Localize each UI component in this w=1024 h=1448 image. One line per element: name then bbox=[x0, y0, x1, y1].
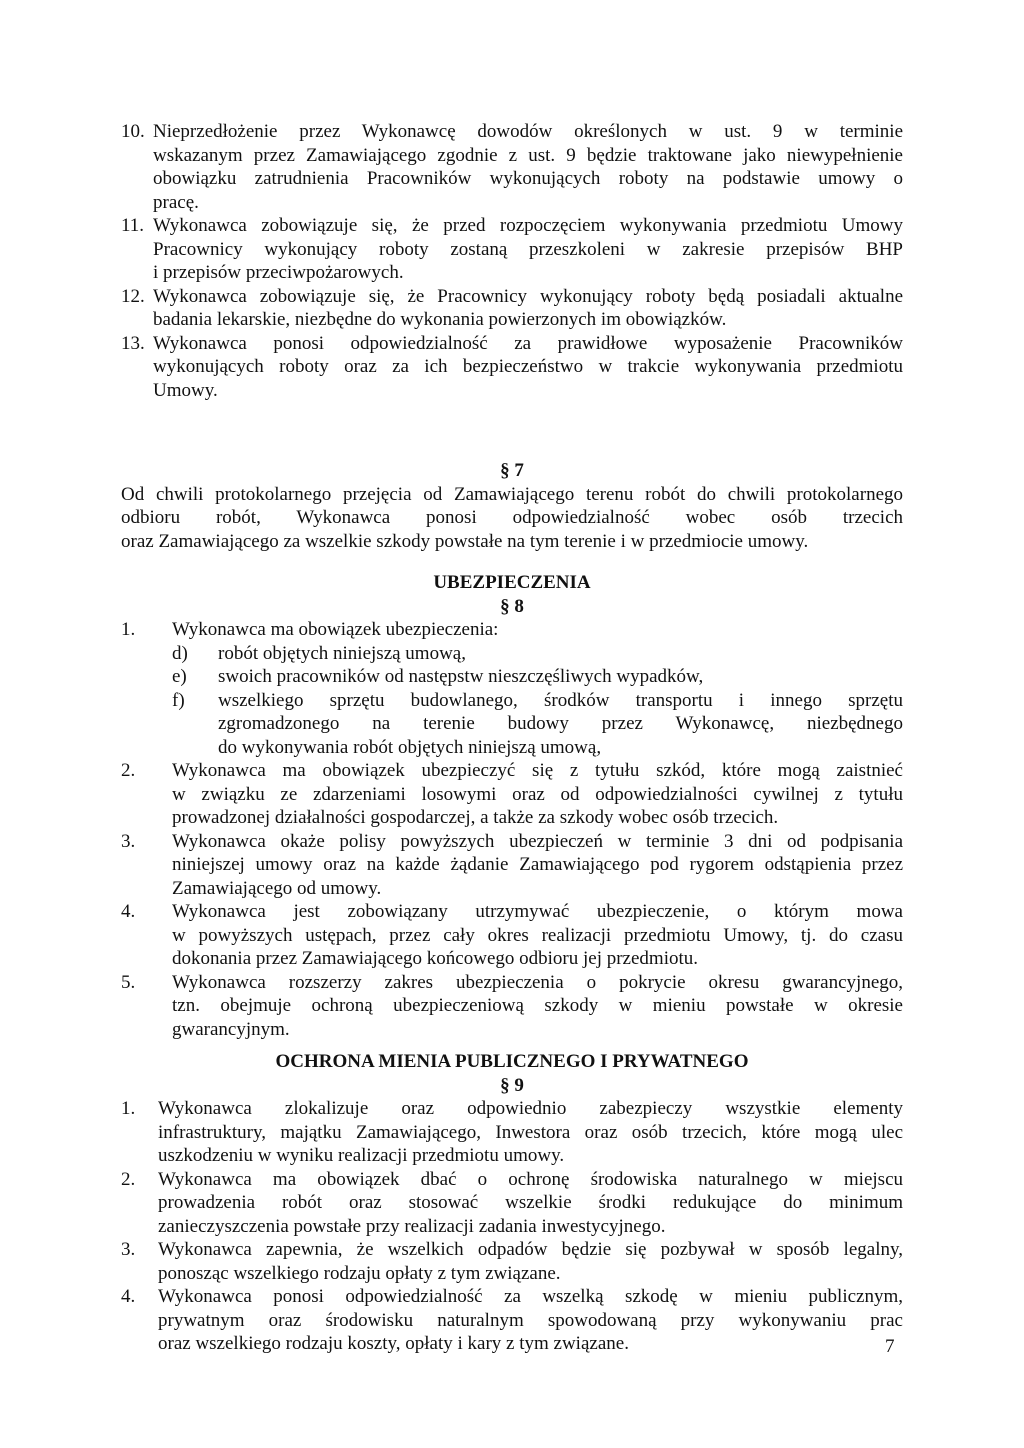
item-number: 2. bbox=[121, 760, 136, 781]
text-line: Wykonawca rozszerzy zakres ubezpieczenia o pokrycie okresu gwarancyjnego, bbox=[172, 971, 903, 993]
text-line: prywatnym oraz środowisku naturalnym spowodowaną przy wykonywaniu prac bbox=[158, 1309, 903, 1331]
text-line: do wykonywania robót objętych niniejszą umową, bbox=[218, 736, 602, 758]
text-line: ponosząc wszelkiego rodzaju opłaty z tym związane. bbox=[158, 1262, 561, 1284]
text-line: wszelkiego sprzętu budowlanego, środków transportu i innego sprzętu bbox=[218, 689, 903, 711]
text-line: Zamawiającego od umowy. bbox=[172, 877, 382, 899]
list-item bbox=[121, 759, 903, 830]
text-line: uszkodzeniu w wyniku realizacji przedmiotu umowy. bbox=[158, 1145, 565, 1166]
list-item bbox=[121, 285, 903, 332]
text-line: Wykonawca ma obowiązek ubezpieczenia: bbox=[172, 619, 499, 640]
text-line: Od chwili protokolarnego przejęcia od Zamawiającego terenu robót do chwili protokolarnego bbox=[121, 483, 903, 505]
list-item bbox=[121, 1168, 903, 1239]
item-letter: f) bbox=[172, 689, 185, 711]
list-item bbox=[121, 332, 903, 403]
text-line: w powyższych ustępach, przez cały okres realizacji przedmiotu Umowy, tj. do czasu bbox=[172, 924, 903, 946]
text-line: badania lekarskie, niezbędne do wykonania powierzonych im obowiązków. bbox=[153, 309, 727, 330]
text-line: Wykonawca ponosi odpowiedzialność za prawidłowe wyposażenie Pracowników bbox=[153, 332, 903, 354]
item-number: 1. bbox=[121, 1098, 136, 1119]
list-item bbox=[121, 1238, 903, 1285]
section-7 bbox=[121, 459, 903, 553]
text-line: Wykonawca ma obowiązek dbać o ochronę środowiska naturalnego w miejscu bbox=[158, 1168, 903, 1190]
text-line: niniejszej umowy oraz na każde żądanie Zamawiającego pod rygorem odstąpienia przez bbox=[172, 854, 903, 875]
sub-list-item bbox=[172, 642, 903, 666]
item-number: 3. bbox=[121, 830, 136, 852]
text-line: Wykonawca zapewnia, że wszelkich odpadów będzie się pozbywał w sposób legalny, bbox=[158, 1239, 903, 1260]
text-line: Wykonawca zlokalizuje oraz odpowiednio zabezpieczy wszystkie elementy bbox=[158, 1098, 903, 1119]
section-heading: § 7 bbox=[500, 460, 524, 481]
list-item bbox=[121, 618, 903, 642]
text-line: w związku ze zdarzeniami losowymi oraz od odpowiedzialności cywilnej z tytułu bbox=[172, 783, 903, 805]
text-line: zgromadzonego na terenie budowy przez Wykonawcę, niezbędnego bbox=[218, 713, 903, 734]
text-line: Nieprzedłożenie przez Wykonawcę dowodów określonych w ust. 9 w terminie bbox=[153, 121, 903, 142]
text-line: i przepisów przeciwpożarowych. bbox=[153, 262, 404, 283]
section-title: OCHRONA MIENIA PUBLICZNEGO I PRYWATNEGO bbox=[275, 1051, 749, 1072]
list-item bbox=[121, 1285, 903, 1356]
text-line: robót objętych niniejszą umową, bbox=[218, 642, 466, 664]
list-item bbox=[121, 900, 903, 971]
list-item bbox=[121, 1097, 903, 1168]
section-8 bbox=[121, 571, 903, 1041]
text-line: dokonania przez Zamawiającego końcowego odbioru jej przedmiotu. bbox=[172, 948, 698, 969]
text-line: swoich pracowników od następstw nieszczęśliwych wypadków, bbox=[218, 666, 704, 687]
item-number: 13. bbox=[121, 332, 145, 354]
text-line: Umowy. bbox=[153, 379, 218, 401]
text-line: Pracownicy wykonujący roboty zostaną przeszkoleni w zakresie przepisów BHP bbox=[153, 238, 903, 260]
text-line: Wykonawca okaże polisy powyższych ubezpieczeń w terminie 3 dni od podpisania bbox=[172, 830, 903, 852]
text-line: infrastruktury, majątku Zamawiającego, Inwestora oraz osób trzecich, które mogą ulec bbox=[158, 1121, 903, 1143]
item-number: 3. bbox=[121, 1239, 136, 1260]
list-item bbox=[121, 971, 903, 1042]
section-heading: § 9 bbox=[500, 1074, 524, 1096]
section-9 bbox=[121, 1050, 903, 1356]
section-title: UBEZPIECZENIA bbox=[433, 572, 591, 593]
text-line: oraz Zamawiającego za wszelkie szkody powstałe na tym terenie i w przedmiocie umowy. bbox=[121, 530, 809, 552]
text-line: Wykonawca jest zobowiązany utrzymywać ubezpieczenie, o którym mowa bbox=[172, 901, 903, 922]
text-line: zanieczyszczenia powstałe przy realizacji zadania inwestycyjnego. bbox=[158, 1215, 666, 1237]
text-line: prowadzonej działalności gospodarczej, a także za szkody wobec osób trzecich. bbox=[172, 807, 779, 828]
item-number: 12. bbox=[121, 285, 145, 307]
text-line: Wykonawca zobowiązuje się, że Pracownicy wykonujący roboty będą posiadali aktualne bbox=[153, 285, 903, 307]
text-line: odbioru robót, Wykonawca ponosi odpowiedzialność wobec osób trzecich bbox=[121, 507, 903, 528]
text-line: Wykonawca zobowiązuje się, że przed rozpoczęciem wykonywania przedmiotu Umowy bbox=[153, 215, 903, 236]
text-line: prowadzenia robót oraz stosować wszelkie środki redukujące do minimum bbox=[158, 1192, 903, 1213]
section-6-items bbox=[121, 120, 903, 402]
item-letter: e) bbox=[172, 666, 187, 687]
item-number: 10. bbox=[121, 121, 145, 142]
text-line: Wykonawca ma obowiązek ubezpieczyć się z tytułu szkód, które mogą zaistnieć bbox=[172, 760, 903, 781]
text-line: pracę. bbox=[153, 191, 199, 213]
sub-list-item bbox=[172, 689, 903, 760]
text-line: wskazanym przez Zamawiającego zgodnie z ust. 9 będzie traktowane jako niewypełnienie bbox=[153, 144, 903, 166]
text-line: obowiązku zatrudnienia Pracowników wykonujących roboty na podstawie umowy o bbox=[153, 168, 903, 189]
list-item bbox=[121, 830, 903, 901]
text-line: oraz wszelkiego rodzaju koszty, opłaty i kary z tym związane. bbox=[158, 1333, 629, 1354]
item-number: 2. bbox=[121, 1168, 136, 1190]
text-line: tzn. obejmuje ochroną ubezpieczeniową szkody w mieniu powstałe w okresie bbox=[172, 995, 903, 1016]
item-letter: d) bbox=[172, 642, 188, 664]
item-number: 4. bbox=[121, 901, 136, 922]
section-heading: § 8 bbox=[500, 595, 524, 617]
item-number: 11. bbox=[121, 215, 145, 236]
text-line: wykonujących roboty oraz za ich bezpieczeństwo w trakcie wykonywania przedmiotu bbox=[153, 356, 903, 377]
text-line: Wykonawca ponosi odpowiedzialność za wszelką szkodę w mieniu publicznym, bbox=[158, 1286, 903, 1307]
item-number: 1. bbox=[121, 619, 136, 640]
text-line: gwarancyjnym. bbox=[172, 1018, 290, 1040]
list-item bbox=[121, 214, 903, 285]
list-item bbox=[121, 120, 903, 214]
item-number: 5. bbox=[121, 971, 136, 993]
sub-list-item bbox=[172, 665, 903, 689]
page-number: 7 bbox=[885, 1336, 895, 1357]
item-number: 4. bbox=[121, 1286, 136, 1307]
